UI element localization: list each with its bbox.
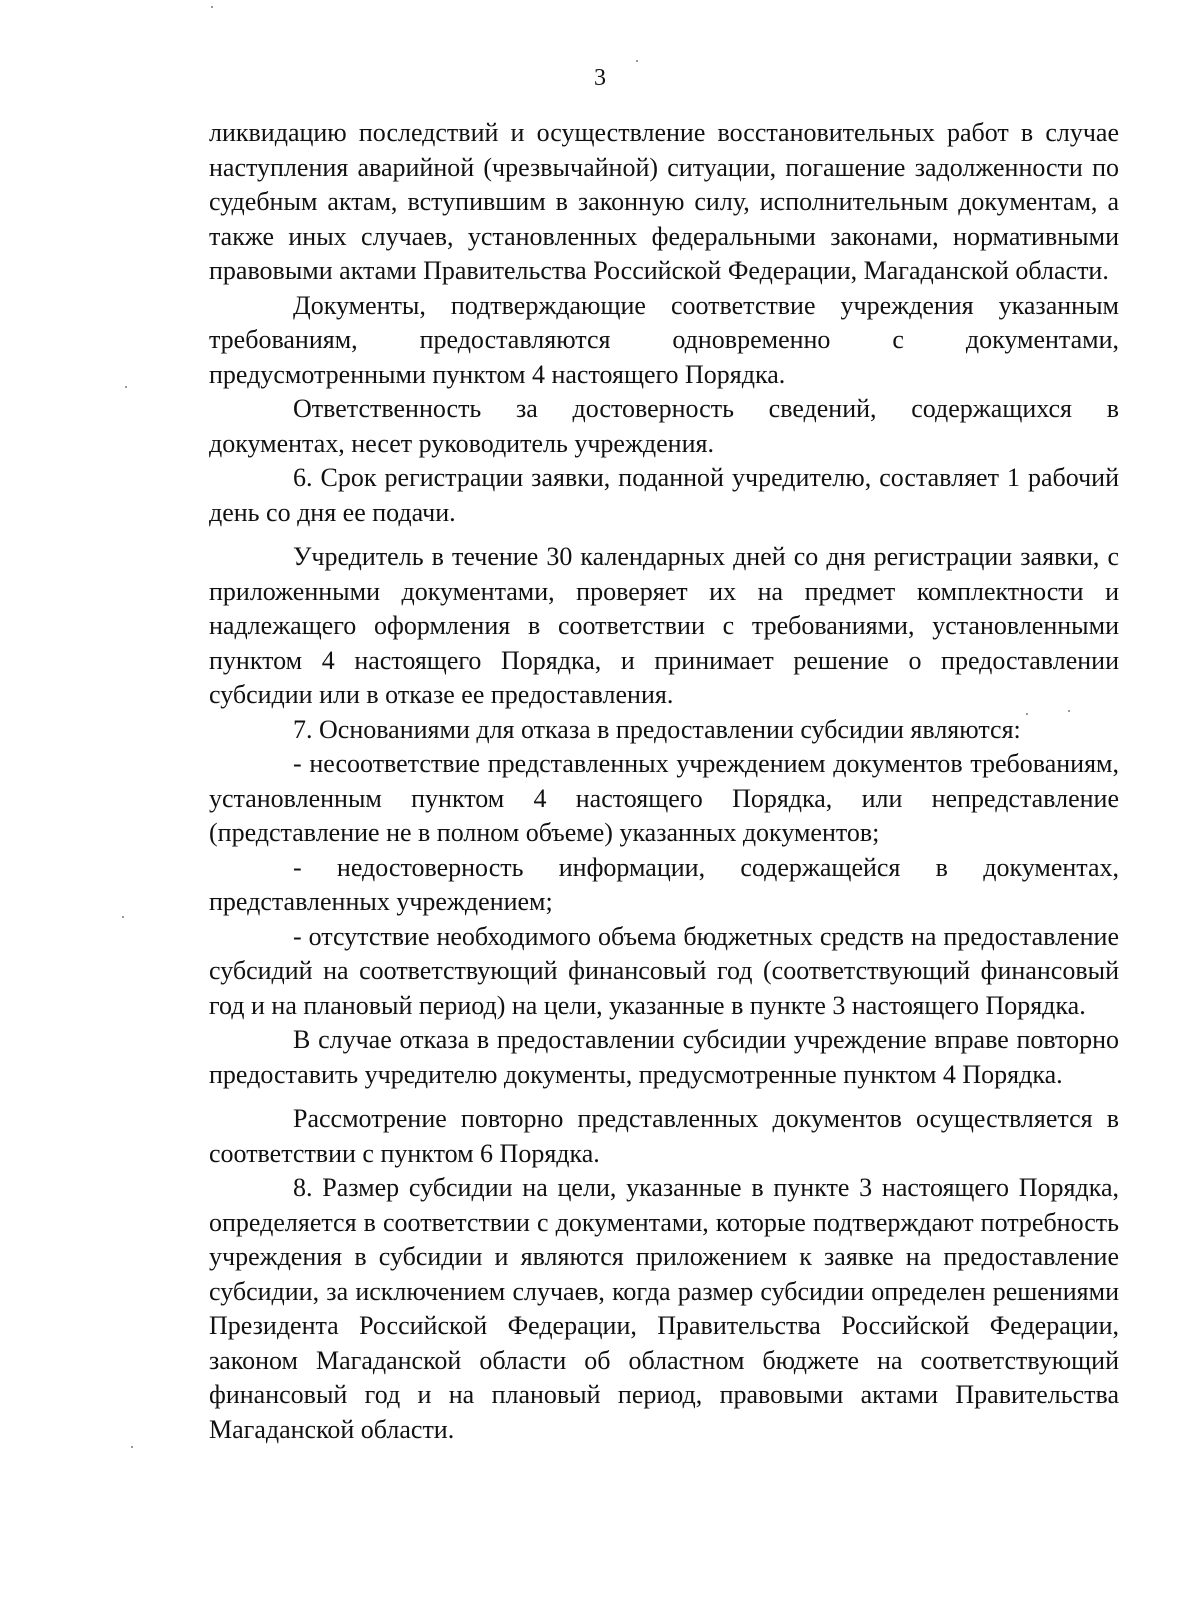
page-number: 3 <box>594 65 606 91</box>
paragraph-gap <box>209 1092 1119 1102</box>
scan-speck <box>211 6 213 8</box>
scan-speck <box>1068 710 1070 712</box>
paragraph-gap <box>209 530 1119 540</box>
list-item-noncompliance: - несоответствие представленных учреждением документов требованиям, установленным пунктом 4 настоящего Порядка, или непредставление (представление не в полном объеме) указанных документов; <box>209 749 1119 847</box>
paragraph-clause-7: 7. Основаниями для отказа в предоставлении субсидии являются: <box>293 714 1021 744</box>
paragraph-documents-confirm: Документы, подтверждающие соответствие учреждения указанным требованиям, предоставляются одновременно с документами, предусмотренными пунктом 4 настоящего Порядка. <box>209 290 1119 389</box>
scan-speck <box>636 60 638 62</box>
paragraph-founder-review: Учредитель в течение 30 календарных дней со дня регистрации заявки, с приложенными документами, проверяет их на предмет комплектности и надлежащего оформления в соответствии с требованиями, установленными пунктом 4 настоящего Порядка, и принимает решение о предоставлении субсидии или в отказе ее предоставления. <box>209 542 1119 709</box>
document-body <box>209 116 1119 1447</box>
scan-speck <box>1026 713 1028 715</box>
paragraph-continuation: ликвидацию последствий и осуществление восстановительных работ в случае наступления аварийной (чрезвычайной) ситуации, погашение задолженности по судебным актам, вступившим в законную силу, исполнительным документам, а также иных случаев, установленных федеральными законами, нормативными правовыми актами Правительства Российской Федерации, Магаданской области. <box>209 118 1119 285</box>
paragraph-reconsideration: Рассмотрение повторно представленных документов осуществляется в соответствии с пунктом 6 Порядка. <box>209 1104 1119 1168</box>
paragraph-refusal: В случае отказа в предоставлении субсидии учреждение вправе повторно предоставить учредителю документы, предусмотренные пунктом 4 Порядка. <box>209 1025 1119 1089</box>
paragraph-responsibility: Ответственность за достоверность сведений, содержащихся в документах, несет руководитель учреждения. <box>209 394 1119 458</box>
paragraph-clause-8: 8. Размер субсидии на цели, указанные в пункте 3 настоящего Порядка, определяется в соответствии с документами, которые подтверждают потребность учреждения в субсидии и являются приложением к заявке на предоставление субсидии, за исключением случаев, когда размер субсидии определен решениями Президента Российской Федерации, Правительства Российской Федерации, законом Магаданской области об областном бюджете на соответствующий финансовый год и на плановый период, правовыми актами Правительства Магаданской области. <box>209 1173 1119 1444</box>
scan-speck <box>125 386 127 388</box>
scan-speck <box>131 1446 133 1448</box>
list-item-no-funds: - отсутствие необходимого объема бюджетных средств на предоставление субсидий на соответствующий финансовый год (соответствующий финансовый год и на плановый период) на цели, указанные в пункте 3 настоящего Порядка. <box>209 921 1119 1020</box>
paragraph-clause-6: 6. Срок регистрации заявки, поданной учредителю, составляет 1 рабочий день со дня ее подачи. <box>209 463 1119 527</box>
scan-speck <box>122 916 124 918</box>
list-item-inaccuracy: - недостоверность информации, содержащейся в документах, представленных учреждением; <box>209 852 1119 916</box>
